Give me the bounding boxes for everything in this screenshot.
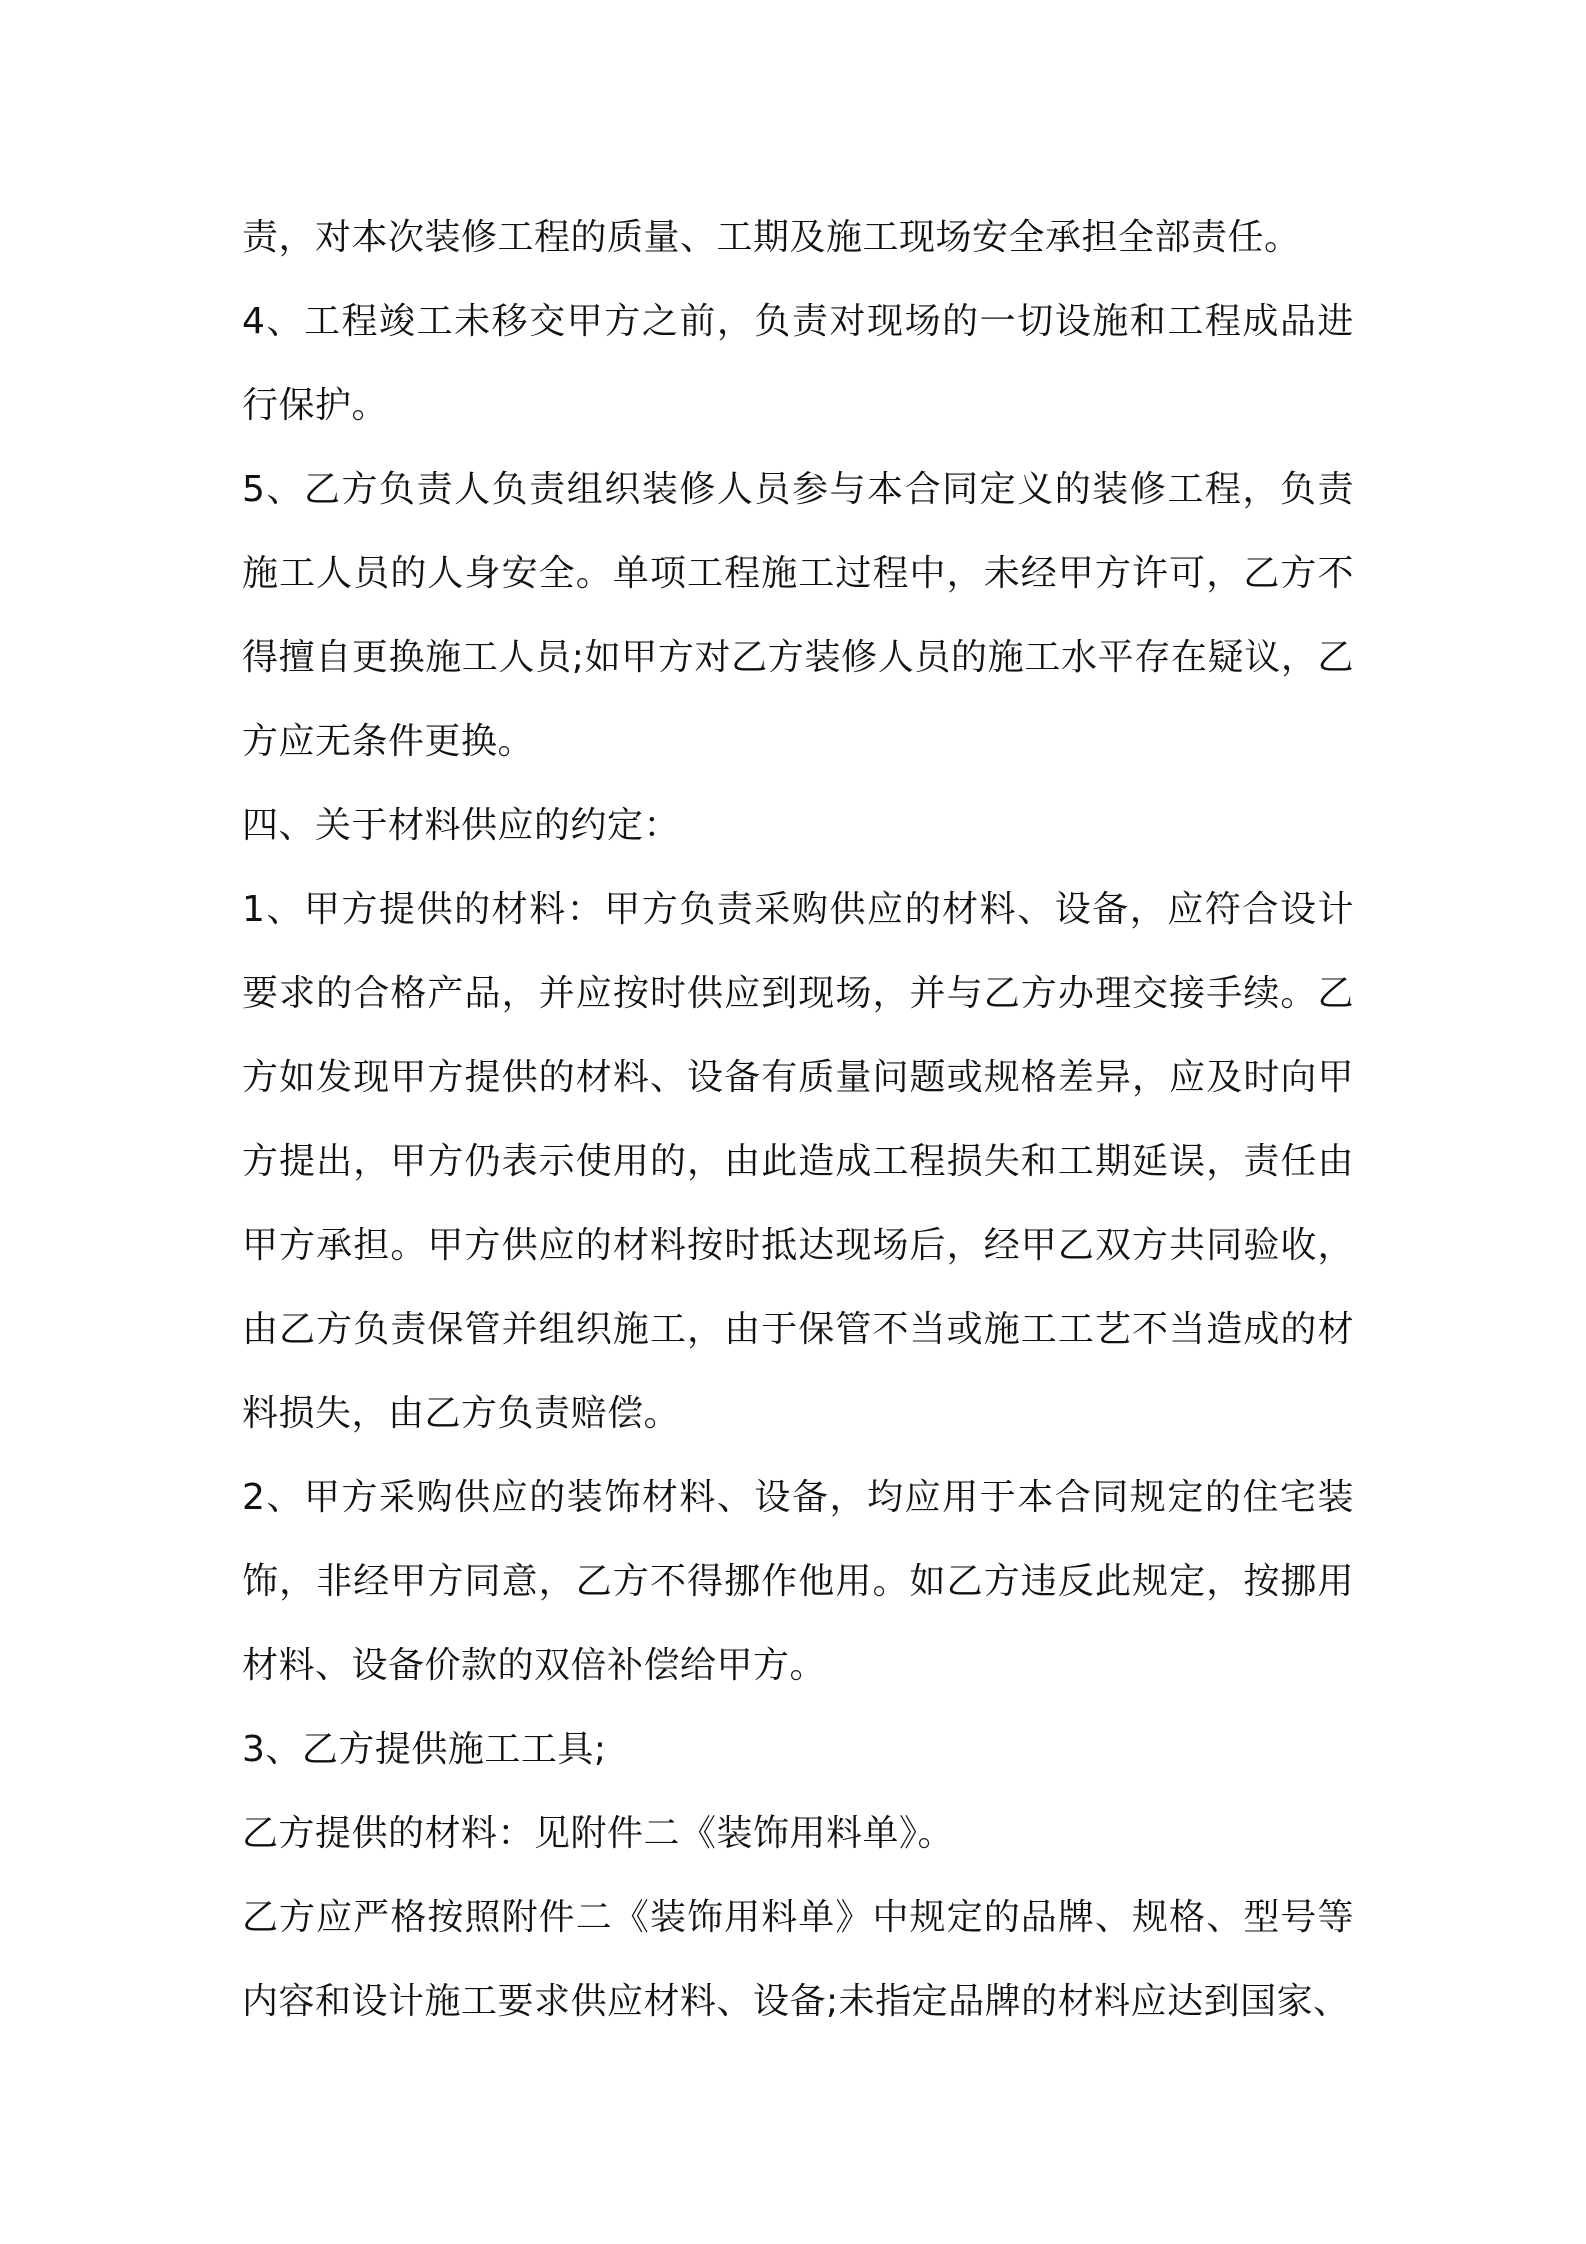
paragraph-clause-5: 5、乙方负责人负责组织装修人员参与本合同定义的装修工程，负责施工人员的人身安全。单项工程施工过程中，未经甲方许可，乙方不得擅自更换施工人员;如甲方对乙方装修人员的施工水平存在疑议，乙方应无条件更换。	[242, 469, 1354, 762]
contract-body-text	[242, 196, 1354, 2044]
paragraph-material-clause-2: 2、甲方采购供应的装饰材料、设备，均应用于本合同规定的住宅装饰，非经甲方同意，乙方不得挪作他用。如乙方违反此规定，按挪用材料、设备价款的双倍补偿给甲方。	[242, 1477, 1354, 1686]
paragraph-material-clause-1: 1、甲方提供的材料：甲方负责采购供应的材料、设备，应符合设计要求的合格产品，并应按时供应到现场，并与乙方办理交接手续。乙方如发现甲方提供的材料、设备有质量问题或规格差异，应及时向甲方提出，甲方仍表示使用的，由此造成工程损失和工期延误，责任由甲方承担。甲方供应的材料按时抵达现场后，经甲乙双方共同验收，由乙方负责保管并组织施工，由于保管不当或施工工艺不当造成的材料损失，由乙方负责赔偿。	[242, 889, 1354, 1434]
paragraph-party-b-materials: 乙方提供的材料：见附件二《装饰用料单》。	[242, 1813, 955, 1854]
section-heading-material-supply: 四、关于材料供应的约定：	[242, 805, 681, 846]
paragraph-party-b-requirements: 乙方应严格按照附件二《装饰用料单》中规定的品牌、规格、型号等内容和设计施工要求供应材料、设备;未指定品牌的材料应达到国家、	[242, 1897, 1354, 2022]
paragraph-clause-4: 4、工程竣工未移交甲方之前，负责对现场的一切设施和工程成品进行保护。	[242, 301, 1354, 426]
paragraph-responsibility-continuation: 责，对本次装修工程的质量、工期及施工现场安全承担全部责任。	[242, 217, 1301, 258]
paragraph-material-clause-3: 3、乙方提供施工工具;	[242, 1729, 607, 1770]
